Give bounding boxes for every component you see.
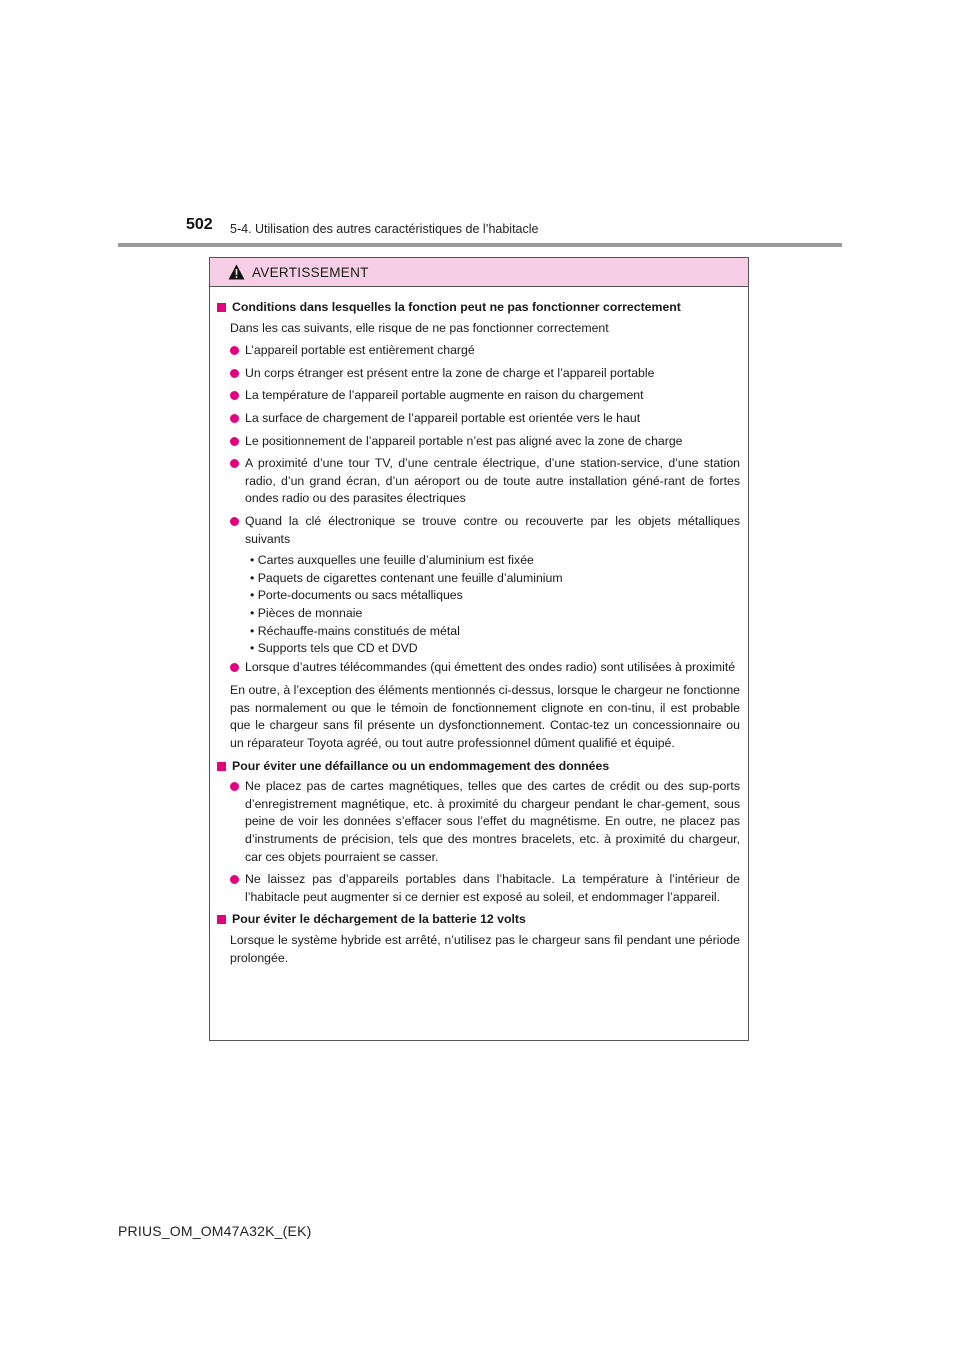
list-item: Lorsque d’autres télécommandes (qui émettent des ondes radio) sont utilisées à proximité <box>230 659 740 677</box>
circle-bullet-icon <box>230 459 239 468</box>
circle-bullet-icon <box>230 346 239 355</box>
list-item: Ne placez pas de cartes magnétiques, telles que des cartes de crédit ou des sup-ports d’enregistrement magnétique, etc. à proximité du chargeur pendant le char-gement, sous peine de voir les données s’effacer sous l’effet du magnétisme. En outre, ne placez pas d’instruments de précision, tels que des montres bracelets, etc. à proximité du chargeur, car ces objets pourraient se casser. <box>230 778 740 866</box>
section-paragraph: Lorsque le système hybride est arrêté, n’utilisez pas le chargeur sans fil pendant une période prolongée. <box>230 933 740 965</box>
circle-bullet-icon <box>230 414 239 423</box>
square-bullet-icon <box>217 762 226 771</box>
circle-bullet-icon <box>230 517 239 526</box>
warning-header <box>210 258 748 287</box>
list-item: L’appareil portable est entièrement chargé <box>230 342 740 360</box>
sub-list <box>250 552 740 658</box>
circle-bullet-icon <box>230 663 239 672</box>
sub-list-item: • Paquets de cigarettes contenant une feuille d’aluminium <box>250 570 563 585</box>
section-intro: Dans les cas suivants, elle risque de ne pas fonctionner correctement <box>230 320 609 335</box>
sub-list-item: • Cartes auxquelles une feuille d’aluminium est fixée <box>250 553 534 568</box>
sub-list-item: • Porte-documents ou sacs métalliques <box>250 588 463 603</box>
section-title: 5-4. Utilisation des autres caractéristiques de l’habitacle <box>230 222 539 236</box>
section-paragraph: En outre, à l’exception des éléments mentionnés ci-dessus, lorsque le chargeur ne fonctionne pas normalement ou que le témoin de fonctionnement clignote en con-tinu, il est probable que le chargeur sans fil présente un dysfonctionnement. Contac-tez un concessionnaire ou un réparateur Toyota agréé, ou tout autre professionnel dûment qualifié et équipé. <box>230 683 740 751</box>
section-heading: Pour éviter une défaillance ou un endommagement des données <box>217 758 740 776</box>
header-rule <box>118 243 842 247</box>
warning-body <box>210 287 748 967</box>
document-code: PRIUS_OM_OM47A32K_(EK) <box>118 1223 312 1239</box>
warning-box <box>209 257 749 1041</box>
list-item: La température de l’appareil portable augmente en raison du chargement <box>230 387 740 405</box>
warning-title: AVERTISSEMENT <box>252 264 369 280</box>
sub-list-item: • Réchauffe-mains constitués de métal <box>250 623 460 638</box>
circle-bullet-icon <box>230 437 239 446</box>
list-item: La surface de chargement de l’appareil portable est orientée vers le haut <box>230 410 740 428</box>
circle-bullet-icon <box>230 369 239 378</box>
list-item: Un corps étranger est présent entre la zone de charge et l’appareil portable <box>230 365 740 383</box>
section-heading: Conditions dans lesquelles la fonction peut ne pas fonctionner correctement <box>217 299 740 317</box>
sub-list-item: • Pièces de monnaie <box>250 605 363 620</box>
circle-bullet-icon <box>230 875 239 884</box>
section-heading: Pour éviter le déchargement de la batterie 12 volts <box>217 911 740 929</box>
list-item: Le positionnement de l’appareil portable n’est pas aligné avec la zone de charge <box>230 433 740 451</box>
square-bullet-icon <box>217 303 226 312</box>
list-item: Ne laissez pas d’appareils portables dans l’habitacle. La température à l’intérieur de l’habitacle peut augmenter si ce dernier est exposé au soleil, et endommager l’appareil. <box>230 871 740 906</box>
circle-bullet-icon <box>230 391 239 400</box>
sub-list-item: • Supports tels que CD et DVD <box>250 641 418 656</box>
list-item: A proximité d’une tour TV, d’une centrale électrique, d’une station-service, d’une station radio, d’un grand écran, d’un aéroport ou de toute autre installation géné-rant de fortes ondes radio ou des parasites électriques <box>230 455 740 508</box>
page-number: 502 <box>186 216 213 233</box>
warning-triangle-icon <box>228 264 245 280</box>
square-bullet-icon <box>217 915 226 924</box>
list-item: Quand la clé électronique se trouve contre ou recouverte par les objets métalliques suivants <box>230 513 740 548</box>
circle-bullet-icon <box>230 782 239 791</box>
